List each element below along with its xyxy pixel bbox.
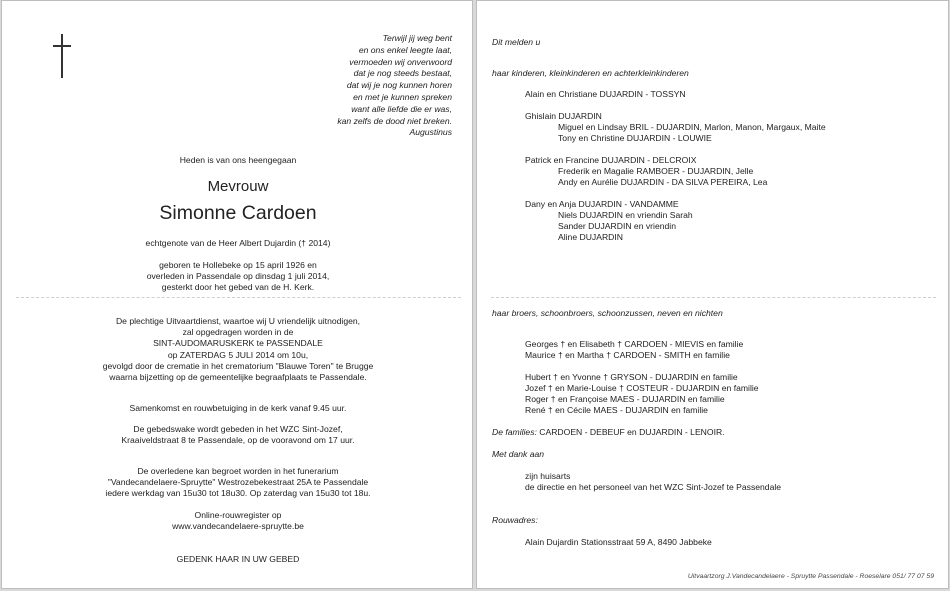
footer-credit: Uitvaartzorg J.Vandecandelaere - Spruytte Passendale - Roeselare 051/ 77 07 59: [687, 573, 934, 580]
online-label: Online-rouwregister op: [194, 510, 282, 520]
poem: [252, 33, 452, 139]
siblings-heading: haar broers, schoonbroers, schoonzussen, neven en nichten: [492, 308, 723, 318]
thanks-line: zijn huisarts: [525, 471, 571, 481]
poem-line: want alle liefde die er was,: [351, 103, 452, 114]
poem-line: dat wij je nog kunnen horen: [346, 80, 452, 91]
address-heading: Rouwadres:: [492, 515, 538, 525]
family-subline: Sander DUJARDIN en vriendin: [558, 221, 676, 231]
poem-line: en ons enkel leegte laat,: [358, 44, 452, 55]
service-line: zal opgedragen worden in de: [182, 327, 294, 338]
family-subline: Miguel en Lindsay BRIL - DUJARDIN, Marlon, Manon, Margaux, Maite: [558, 122, 826, 132]
sibling-line: Hubert † en Yvonne † GRYSON - DUJARDIN en familie: [525, 372, 738, 382]
poem-line: Terwijl jij weg bent: [382, 33, 452, 43]
fold-line: [16, 297, 461, 298]
family-subline: Tony en Christine DUJARDIN - LOUWIE: [558, 133, 712, 143]
family-subline: Niels DUJARDIN en vriendin Sarah: [558, 210, 693, 220]
vigil-line: Kraaiveldstraat 8 te Passendale, op de vooravond om 17 uur.: [121, 435, 355, 446]
sibling-line: Jozef † en Marie-Louise † COSTEUR - DUJARDIN en familie: [525, 383, 759, 393]
poem-line: dat je nog steeds bestaat,: [353, 68, 452, 79]
children-heading: haar kinderen, kleinkinderen en achterkleinkinderen: [492, 68, 689, 78]
family-subline: Aline DUJARDIN: [558, 232, 623, 242]
gathering: Samenkomst en rouwbetuiging in de kerk vanaf 9.45 uur.: [129, 403, 347, 413]
vigil-line: De gebedswake wordt gebeden in het WZC Sint-Jozef,: [133, 424, 343, 434]
right-page: [476, 0, 949, 589]
salutation: Mevrouw: [207, 178, 269, 195]
funeral-home-line: iedere werkdag van 15u30 tot 18u30. Op zaterdag van 15u30 tot 18u.: [105, 488, 371, 499]
poem-author: Augustinus: [409, 127, 452, 138]
sibling-line: Roger † en Françoise MAES - DUJARDIN en familie: [525, 394, 725, 404]
birth-death: [2, 260, 474, 294]
service-line: De plechtige Uitvaartdienst, waartoe wij U vriendelijk uitnodigen,: [115, 316, 361, 326]
sibling-line: Maurice † en Martha † CARDOEN - SMITH en familie: [525, 350, 730, 360]
online-url[interactable]: www.vandecandelaere-spruytte.be: [172, 521, 304, 532]
family-line: Alain en Christiane DUJARDIN - TOSSYN: [525, 89, 686, 99]
intro: Heden is van ons heengegaan: [179, 155, 297, 165]
vigil: [2, 424, 474, 446]
cross-icon: [51, 34, 73, 78]
thanks-heading: Met dank aan: [492, 449, 545, 459]
poem-line: kan zelfs de dood niet breken.: [337, 115, 452, 126]
spouse-line: echtgenote van de Heer Albert Dujardin († 2014): [145, 238, 331, 248]
left-page: [1, 0, 473, 589]
family-subline: Frederik en Magalie RAMBOER - DUJARDIN, Jelle: [558, 166, 754, 176]
service-line: gevolgd door de crematie in het crematorium "Blauwe Toren" te Brugge: [102, 360, 374, 371]
family-line: Patrick en Francine DUJARDIN - DELCROIX: [525, 155, 697, 165]
families: [492, 427, 725, 438]
families-value: CARDOEN - DEBEUF en DUJARDIN - LENOIR.: [539, 427, 725, 437]
service-line: SINT-AUDOMARUSKERK te PASSENDALE: [153, 338, 323, 349]
funeral-home-line: De overledene kan begroet worden in het funerarium: [137, 466, 339, 476]
poem-line: vermoeden wij onverwoord: [349, 56, 452, 67]
deceased-name: Simonne Cardoen: [159, 202, 317, 224]
birth-death-line: geboren te Hollebeke op 15 april 1926 en: [159, 260, 317, 270]
birth-death-line: overleden in Passendale op dinsdag 1 juli 2014,: [146, 271, 330, 282]
fold-line: [491, 297, 936, 298]
service-line: waarna bijzetting op de gemeentelijke begraafplaats te Passendale.: [109, 372, 367, 383]
sibling-line: René † en Cécile MAES - DUJARDIN en familie: [525, 405, 708, 415]
poem-line: en met je kunnen spreken: [353, 91, 452, 102]
thanks-line: de directie en het personeel van het WZC Sint-Jozef te Passendale: [525, 482, 782, 492]
family-line: Dany en Anja DUJARDIN - VANDAMME: [525, 199, 679, 209]
announce-heading: Dit melden u: [492, 37, 541, 47]
funeral-home-line: "Vandecandelaere-Spruytte" Westrozebekestraat 25A te Passendale: [107, 477, 369, 488]
address: Alain Dujardin Stationsstraat 59 A, 8490 Jabbeke: [525, 537, 712, 547]
sibling-line: Georges † en Elisabeth † CARDOEN - MIEVIS en familie: [525, 339, 744, 349]
online-register: [2, 510, 474, 532]
family-subline: Andy en Aurélie DUJARDIN - DA SILVA PEREIRA, Lea: [558, 177, 768, 187]
closing: GEDENK HAAR IN UW GEBED: [176, 554, 300, 564]
birth-death-line: gesterkt door het gebed van de H. Kerk.: [161, 282, 315, 293]
service-info: [2, 316, 474, 383]
family-line: Ghislain DUJARDIN: [525, 111, 602, 121]
families-label: De families:: [492, 427, 537, 437]
service-line: op ZATERDAG 5 JULI 2014 om 10u,: [167, 349, 309, 360]
funeral-home: [2, 466, 474, 500]
